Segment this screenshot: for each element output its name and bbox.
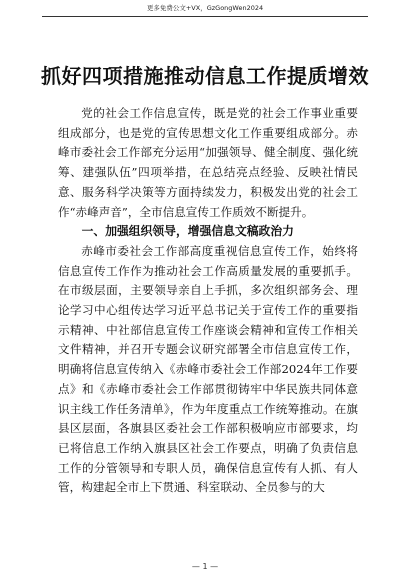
page-number: — 1 — [191,562,219,571]
document-body [58,104,358,498]
header-note: 更多免费公文+VX，GzGongWen2024 [146,4,264,12]
intro-paragraph: 党的社会工作信息宣传，既是党的社会工作事业重要组成部分，也是党的宣传思想文化工作重要组成部分。赤峰市委社会工作部充分运用“加强领导、健全制度、强化统筹、建强队伍”四项举措，在总结亮点经验、反映社情民意、服务科学决策等方面持续发力，积极发出党的社会工作“赤峰声音”，全市信息宣传工作质效不断提升。 [58,106,358,219]
section-paragraph: 赤峰市委社会工作部高度重视信息宣传工作，始终将信息宣传工作作为推动社会工作高质量发展的重要抓手。在市级层面，主要领导亲自上手抓，多次组织部务会、理论学习中心组传达学习近平总书记关于宣传工作的重要指示精神、中社部信息宣传工作座谈会精神和宣传工作相关文件精神，并召开专题会议研究部署全市信息宣传工作，明确将信息宣传纳入《赤峰市委社会工作部2024年工作要点》和《赤峰市委社会工作部贯彻铸牢中华民族共同体意识主线工作任务清单》，作为年度重点工作统筹推动。在旗县区层面，各旗县区委社会工作部积极响应市部要求，均已将信息工作纳入旗县区社会工作要点，明确了负责信息工作的分管领导和专职人员，确保信息宣传有人抓、有人管，构建起全市上下贯通、科室联动、全员参与的大 [58,243,358,495]
header-divider [42,16,368,17]
section-heading: 一、加强组织领导，增强信息文稿政治力 [81,224,294,239]
document-title: 抓好四项措施推动信息工作提质增效 [41,64,369,88]
